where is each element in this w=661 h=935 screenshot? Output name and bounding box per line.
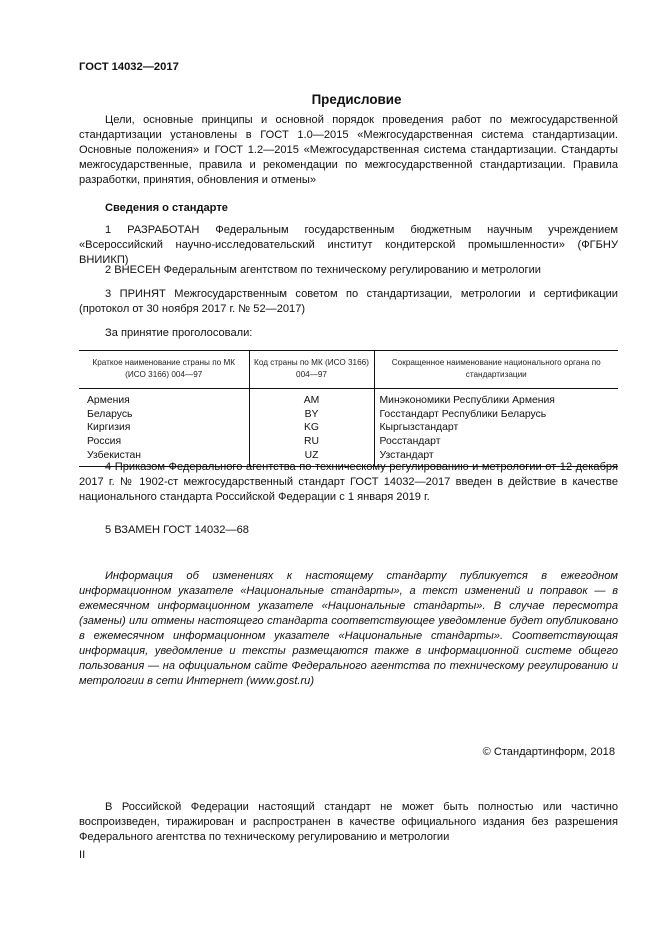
- header-country-code: Код страны по МК (ИСО 3166) 004—97: [249, 351, 374, 389]
- copyright: © Стандартинформ, 2018: [482, 746, 615, 758]
- page-title: Предисловие: [311, 92, 402, 107]
- item-replaces: 5 ВЗАМЕН ГОСТ 14032—68: [105, 524, 249, 536]
- country-code: BY: [249, 408, 374, 422]
- item-adopted: 3 ПРИНЯТ Межгосударственным советом по стандартизации, метрологии и сертификации (протокол от 30 ноября 2017 г. № 52—2017): [79, 288, 618, 315]
- table-row: [79, 421, 618, 435]
- national-body: Минэкономики Республики Армения: [374, 389, 618, 408]
- table-row: [79, 389, 618, 408]
- country-name: Узбекистан: [87, 449, 141, 461]
- table-row: [79, 408, 618, 422]
- info-heading: Сведения о стандарте: [105, 202, 228, 214]
- item-submitted: 2 ВНЕСЕН Федеральным агентством по техническому регулированию и метрологии: [105, 264, 541, 276]
- header-country-name: Краткое наименование страны по МК (ИСО 3166) 004—97: [92, 358, 236, 379]
- header-national-body: Сокращенное наименование национального органа по стандартизации: [374, 351, 618, 389]
- country-code: AM: [249, 389, 374, 408]
- country-name: Киргизия: [87, 422, 131, 434]
- country-name: Россия: [87, 436, 122, 448]
- item-developed: 1 РАЗРАБОТАН Федеральным государственным бюджетным научным учреждением «Всероссийский научно-исследовательский институт кондитерской промышленности» (ФГБНУ ВНИИКП): [79, 224, 618, 266]
- national-body: Кыргызстандарт: [374, 421, 618, 435]
- national-body: Узстандарт: [374, 449, 618, 466]
- legal-notice: В Российской Федерации настоящий стандарт не может быть полностью или частично воспроизведен, тиражирован и распространен в качестве официального издания без разрешения Федерального агентства по техническому регулированию и метрологии: [79, 801, 618, 843]
- voting-table: [79, 350, 618, 467]
- country-code: RU: [249, 435, 374, 449]
- country-code: UZ: [249, 449, 374, 466]
- national-body: Госстандарт Республики Беларусь: [374, 408, 618, 422]
- amendments-notice: Информация об изменениях к настоящему стандарту публикуется в ежегодном информационном указателе «Национальные стандарты», а текст изменений и поправок — в ежемесячном информационном указателе «Национальные стандарты». В случае пересмотра (замены) или отмены настоящего стандарта соответствующее уведомление будет опубликовано в ежемесячном информационном указателе «Национальные стандарты». Соответствующая информация, уведомление и тексты размещаются также в информационной системе общего пользования — на официальном сайте Федерального агентства по техническому регулированию и метрологии в сети Интернет (www.gost.ru): [79, 570, 618, 687]
- country-name: Армения: [87, 395, 130, 406]
- country-code: KG: [249, 421, 374, 435]
- page-number: II: [79, 849, 86, 861]
- country-name: Беларусь: [87, 408, 133, 420]
- table-header-row: [79, 351, 618, 389]
- standard-designation: ГОСТ 14032—2017: [79, 61, 179, 73]
- intro-paragraph: Цели, основные принципы и основной порядок проведения работ по межгосударственной стандартизации установлены в ГОСТ 1.0—2015 «Межгосударственная система стандартизации. Основные положения» и ГОСТ 1.2—2015 «Межгосударственная система стандартизации. Стандарты межгосударственные, правила и рекомендации по межгосударственной стандартизации. Правила разработки, принятия, обновления и отмены»: [79, 114, 618, 186]
- item-enacted: 4 Приказом Федерального агентства по техническому регулированию и метрологии от 12 декабря 2017 г. № 1902-ст межгосударственный стандарт ГОСТ 14032—2017 введен в действие в качестве национального стандарта Российской Федерации с 1 января 2019 г.: [79, 461, 618, 503]
- national-body: Росстандарт: [374, 435, 618, 449]
- table-row: [79, 435, 618, 449]
- voted-intro: За принятие проголосовали:: [105, 327, 253, 339]
